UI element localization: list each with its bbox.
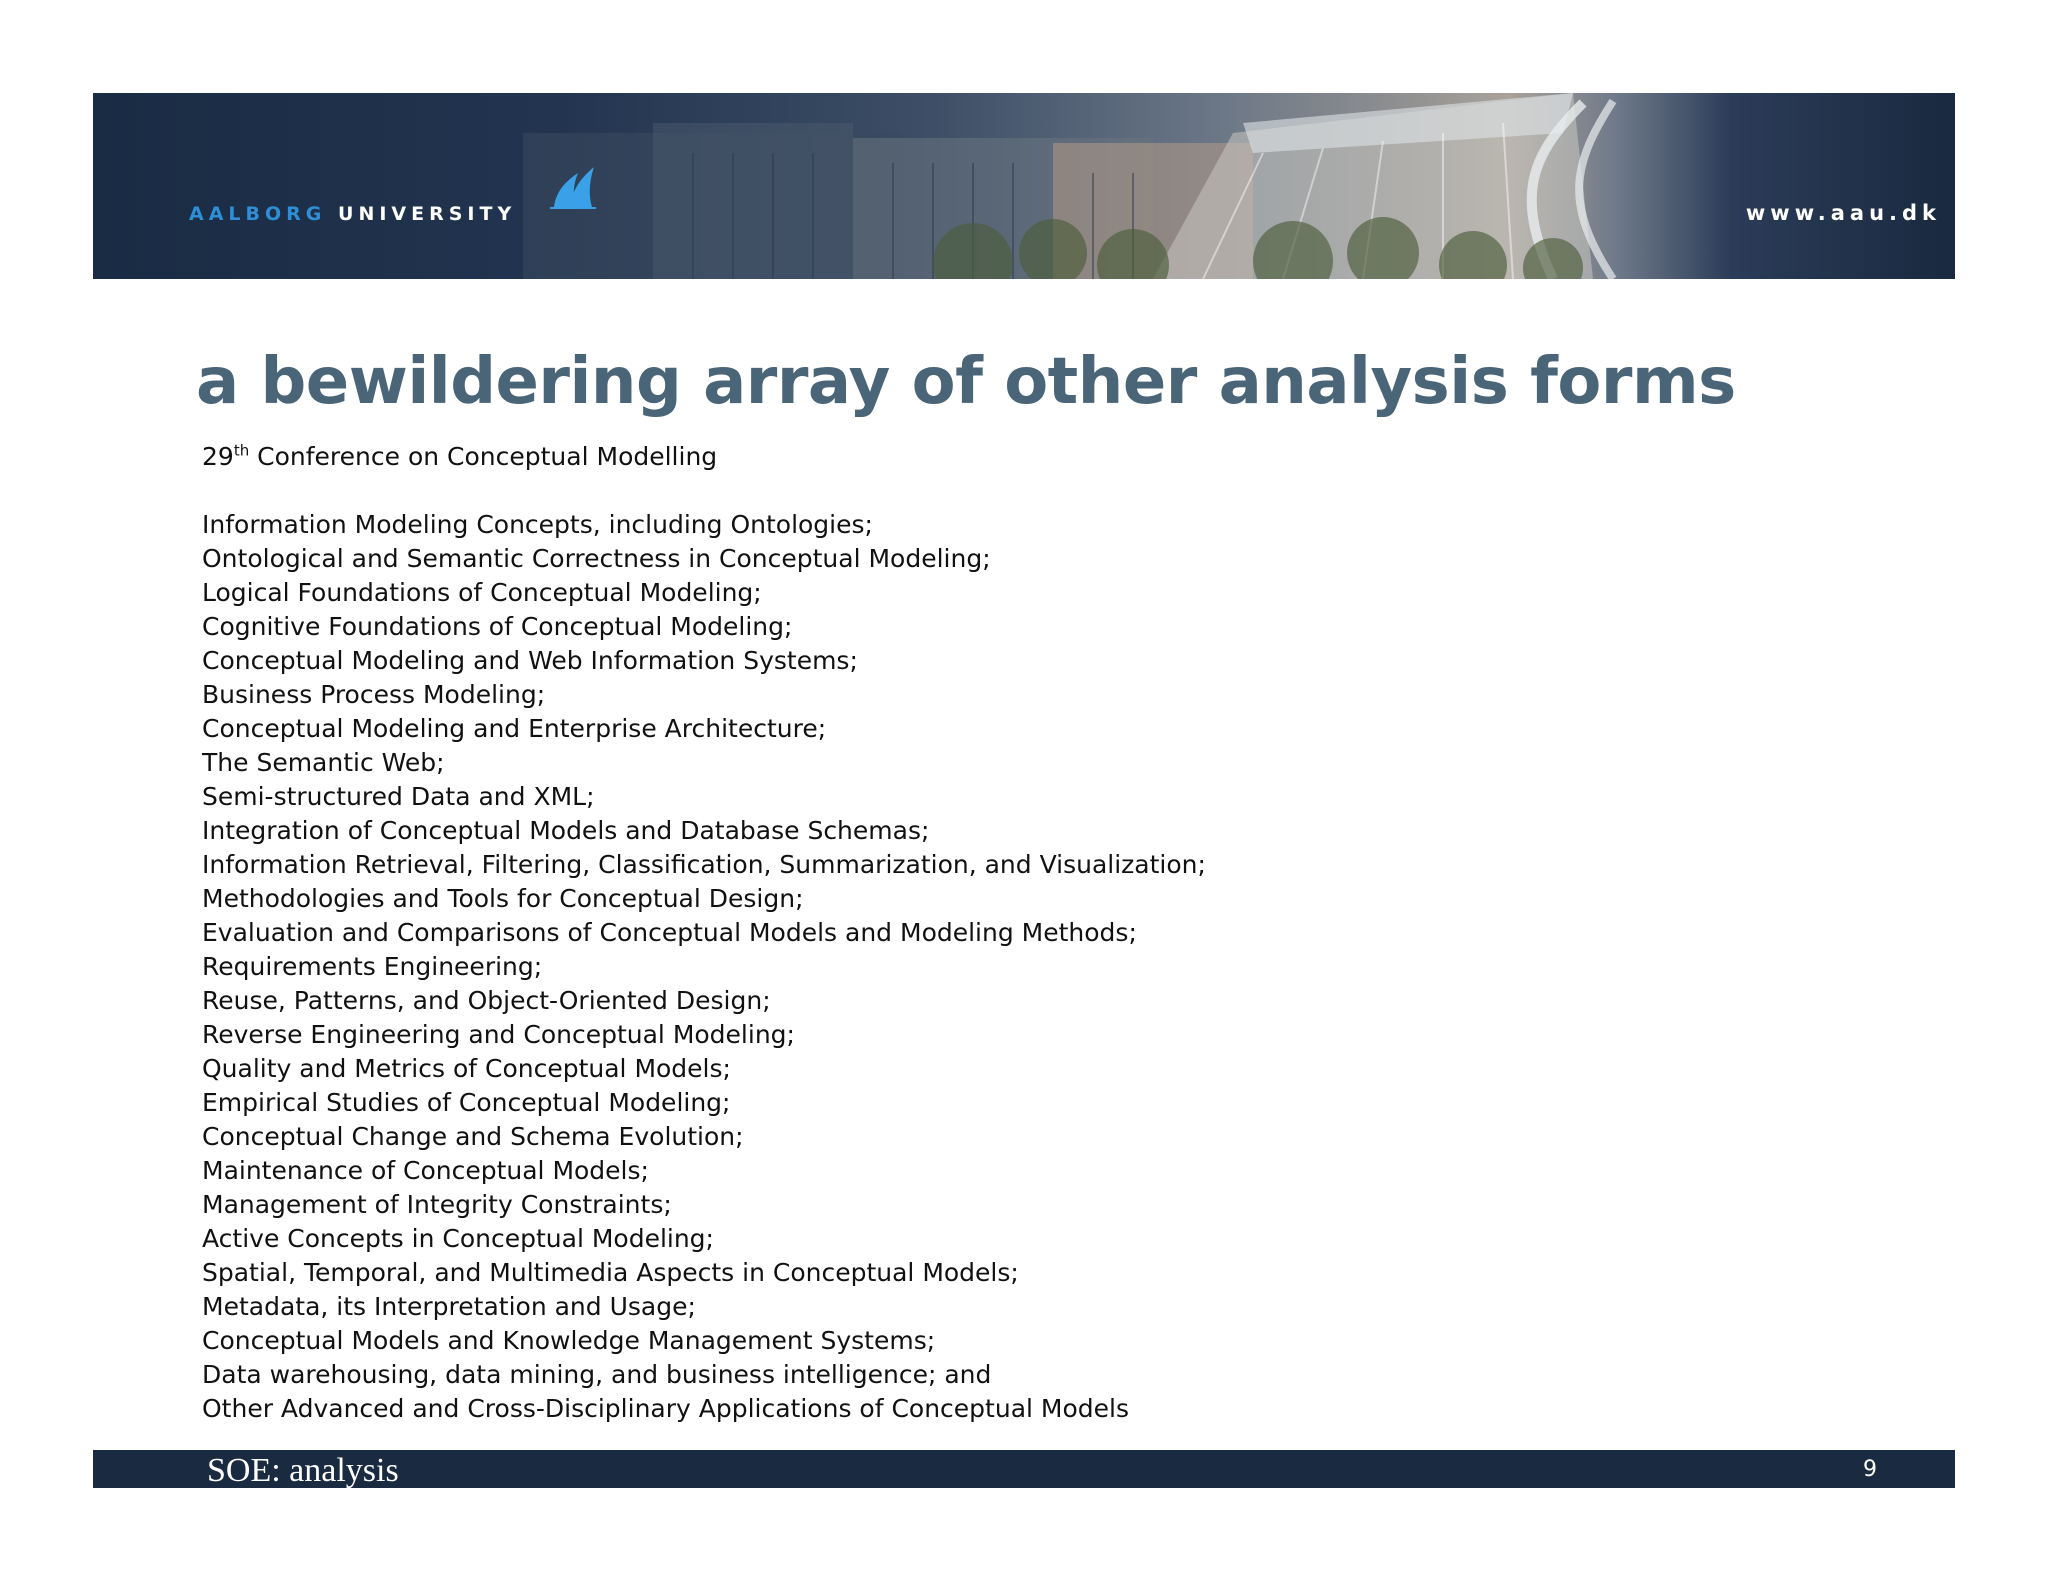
- logo-aalborg: AALBORG: [189, 203, 327, 225]
- footer-label: SOE: analysis: [207, 1452, 399, 1488]
- header-banner: [93, 93, 1955, 279]
- topic-item: The Semantic Web;: [202, 748, 445, 777]
- topic-item: Maintenance of Conceptual Models;: [202, 1156, 649, 1185]
- topic-item: Evaluation and Comparisons of Conceptual Models and Modeling Methods;: [202, 918, 1137, 947]
- topic-item: Integration of Conceptual Models and Database Schemas;: [202, 816, 930, 845]
- university-logo-text: [189, 203, 516, 225]
- topic-item: Requirements Engineering;: [202, 952, 543, 981]
- topic-item: Information Retrieval, Filtering, Classification, Summarization, and Visualization;: [202, 850, 1206, 879]
- topic-item: Logical Foundations of Conceptual Modeling;: [202, 578, 762, 607]
- conference-subtitle: [202, 440, 1702, 474]
- topic-item: Empirical Studies of Conceptual Modeling;: [202, 1088, 731, 1117]
- topic-item: Metadata, its Interpretation and Usage;: [202, 1292, 696, 1321]
- website-url[interactable]: www.aau.dk: [1745, 201, 1941, 225]
- footer-bar: [93, 1450, 1955, 1488]
- topic-list: [202, 508, 1702, 1426]
- topic-item: Conceptual Modeling and Enterprise Architecture;: [202, 714, 827, 743]
- topic-item: Conceptual Models and Knowledge Management Systems;: [202, 1326, 936, 1355]
- topic-item: Ontological and Semantic Correctness in Conceptual Modeling;: [202, 544, 991, 573]
- topic-item: Conceptual Modeling and Web Information Systems;: [202, 646, 858, 675]
- page-number: 9: [1863, 1457, 1877, 1482]
- conference-name: Conference on Conceptual Modelling: [249, 442, 718, 471]
- topic-item: Active Concepts in Conceptual Modeling;: [202, 1224, 714, 1253]
- topic-item: Management of Integrity Constraints;: [202, 1190, 672, 1219]
- logo-university: UNIVERSITY: [338, 203, 517, 225]
- topic-item: Reverse Engineering and Conceptual Modeling;: [202, 1020, 795, 1049]
- topic-item: Spatial, Temporal, and Multimedia Aspects in Conceptual Models;: [202, 1258, 1019, 1287]
- topic-item: Reuse, Patterns, and Object-Oriented Design;: [202, 986, 771, 1015]
- topic-item: Methodologies and Tools for Conceptual Design;: [202, 884, 804, 913]
- campus-photo: [93, 93, 1955, 279]
- slide-content: [202, 440, 1702, 1426]
- aau-logo-icon: [548, 163, 598, 209]
- ordinal-suffix: th: [233, 441, 250, 460]
- slide-title: a bewildering array of other analysis forms: [196, 345, 1736, 419]
- topic-item: Information Modeling Concepts, including Ontologies;: [202, 510, 873, 539]
- topic-item: Conceptual Change and Schema Evolution;: [202, 1122, 744, 1151]
- topic-item: Data warehousing, data mining, and business intelligence; and: [202, 1360, 992, 1389]
- topic-item: Cognitive Foundations of Conceptual Modeling;: [202, 612, 793, 641]
- topic-item: Semi-structured Data and XML;: [202, 782, 595, 811]
- topic-item: Other Advanced and Cross-Disciplinary Applications of Conceptual Models: [202, 1394, 1129, 1423]
- topic-item: Business Process Modeling;: [202, 680, 546, 709]
- ordinal-number: 29: [202, 442, 234, 471]
- topic-item: Quality and Metrics of Conceptual Models;: [202, 1054, 731, 1083]
